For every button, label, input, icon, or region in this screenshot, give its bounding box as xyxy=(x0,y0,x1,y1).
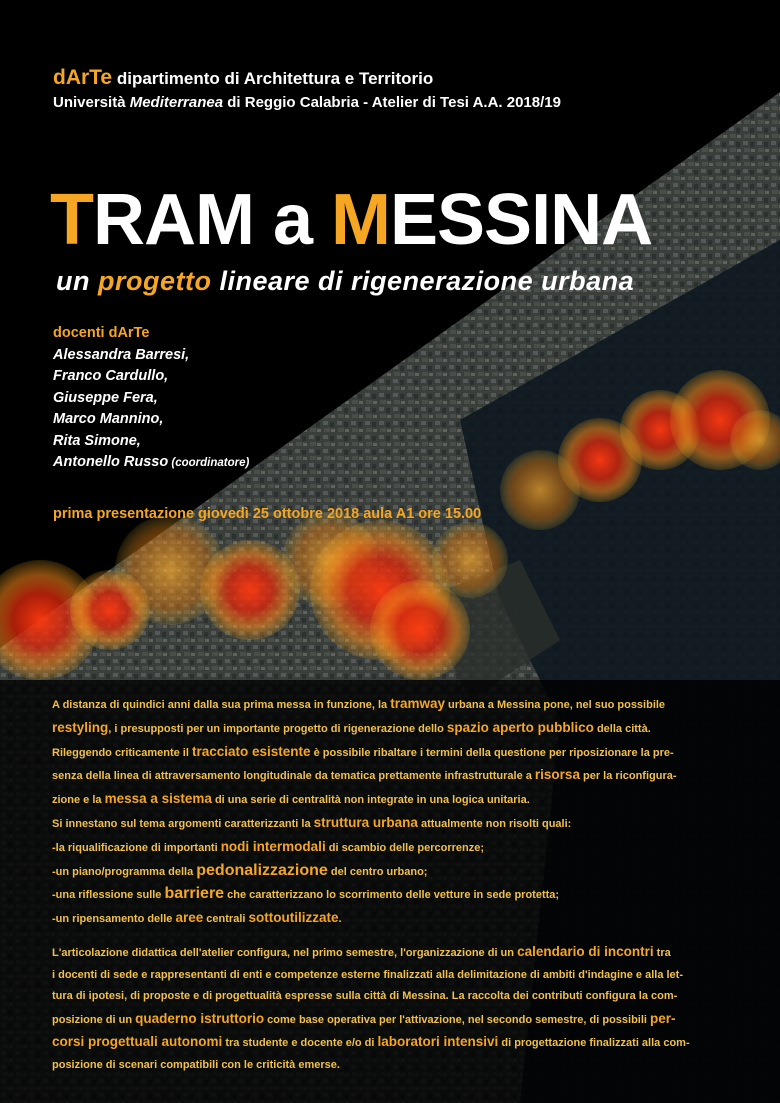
faculty-name: Rita Simone, xyxy=(53,432,141,449)
uni-post: di Reggio Calabria - Atelier di Tesi A.A. 2018/19 xyxy=(223,94,561,111)
paragraph-text: come base operativa per l'attivazione, nel secondo semestre, di possibili xyxy=(264,1013,651,1026)
dept-short: dArTe xyxy=(53,66,113,89)
faculty-name: Giuseppe Fera, xyxy=(53,389,158,406)
paragraph-text: tracciato esistente xyxy=(191,743,311,759)
paragraph-text: . xyxy=(338,913,342,926)
paragraph-text: corsi progettuali autonomi xyxy=(52,1034,223,1050)
paragraph-text: sottoutilizzate xyxy=(248,910,339,926)
paragraph-text: calendario di incontri xyxy=(517,944,654,959)
paragraph-text xyxy=(52,693,742,717)
sub-1: un xyxy=(56,266,98,296)
paragraph-text xyxy=(52,941,742,965)
paragraph-text: posizione di scenari compatibili con le criticità emerse. xyxy=(52,1058,340,1071)
paragraph-text: L'articolazione didattica dell'atelier configura, nel primo semestre, l'organizzazione di un xyxy=(52,947,518,959)
title-essina: ESSINA xyxy=(390,180,653,260)
paragraph-text: attualmente non risolti quali: xyxy=(417,817,572,830)
paragraph-text: di scambio delle percorrenze; xyxy=(325,841,485,854)
paragraph-text: nodi intermodali xyxy=(220,838,326,854)
coord-label: (coordinatore) xyxy=(168,457,250,469)
paragraph-text: centrali xyxy=(203,913,249,926)
uni-italic: Mediterranea xyxy=(129,94,224,111)
paragraph-text: per- xyxy=(650,1010,676,1026)
paragraph-text: A distanza di quindici anni dalla sua prima messa in funzione, la xyxy=(52,699,391,711)
title-m: M xyxy=(331,180,390,260)
paragraph-text: di una serie di centralità non integrate in una logica unitaria. xyxy=(211,794,530,807)
paragraph-text xyxy=(52,907,742,931)
sub-2: progetto xyxy=(98,266,212,296)
paragraph-1 xyxy=(52,693,742,931)
paragraph-text: barriere xyxy=(164,885,225,903)
sub-3: lineare di rigenerazione urbana xyxy=(211,266,635,296)
paragraph-text: Si innestano sul tema argomenti caratterizzanti la xyxy=(52,817,314,830)
paragraph-text: -la riqualificazione di importanti xyxy=(52,841,221,854)
university-line xyxy=(53,94,561,111)
paragraph-text: urbana a Messina pone, nel suo possibile xyxy=(445,699,666,711)
paragraph-text xyxy=(52,812,742,836)
dept-full: dipartimento di Architettura e Territorio xyxy=(116,69,434,88)
paragraph-text: -un piano/programma della xyxy=(52,865,197,878)
paragraph-text: risorsa xyxy=(534,767,580,783)
coord-name: Antonello Russo xyxy=(53,454,169,470)
faculty-name-coord xyxy=(53,452,249,475)
paragraph-text: tura di ipotesi, di proposte e di progettualità espresse sulla città di Messina. La raccolta dei contributi configura la com- xyxy=(52,990,678,1003)
paragraph-text: della città. xyxy=(593,722,651,735)
paragraph-text xyxy=(52,836,742,860)
paragraph-text: restyling xyxy=(52,719,109,735)
paragraph-text: struttura urbana xyxy=(313,814,418,830)
paragraph-text xyxy=(52,717,742,741)
paragraph-text xyxy=(52,1031,742,1055)
paragraph-text xyxy=(52,1008,742,1032)
paragraph-text xyxy=(52,764,742,788)
paragraph-text: -una riflessione sulle xyxy=(52,889,165,902)
faculty-list xyxy=(53,323,249,475)
department-line xyxy=(53,66,433,90)
page-subtitle xyxy=(56,266,634,297)
paragraph-text: è possibile ribaltare i termini della questione per riposizionare la pre- xyxy=(310,746,674,759)
paragraph-text: pedonalizzazione xyxy=(196,861,328,879)
paragraph-text: -un ripensamento delle xyxy=(52,913,176,926)
paragraph-text: che caratterizzano lo scorrimento delle vetture in sede protetta; xyxy=(224,889,560,902)
paragraph-text: , i presupposti per un importante progetto di rigenerazione dello xyxy=(108,722,447,735)
faculty-name: Alessandra Barresi, xyxy=(53,346,190,363)
paragraph-text: di progettazione finalizzati alla com- xyxy=(498,1037,690,1050)
title-ram: RAM a xyxy=(92,180,332,260)
paragraph-text: i docenti di sede e rappresentanti di enti e competenze esterne finalizzati alla delimitazione di ambiti d'indagine e alla let- xyxy=(52,968,683,981)
paragraph-text: quaderno istruttorio xyxy=(135,1010,265,1026)
presentation-date: prima presentazione giovedì 25 ottobre 2018 aula A1 ore 15.00 xyxy=(53,506,482,522)
paragraph-text: posizione di un xyxy=(52,1013,136,1026)
paragraph-text xyxy=(52,788,742,812)
paragraph-text: tra xyxy=(653,947,671,959)
title-t: T xyxy=(50,180,93,260)
paragraph-text: tra studente e docente e/o di xyxy=(222,1037,378,1050)
paragraph-text: Rileggendo criticamente il xyxy=(52,746,192,759)
paragraph-text: laboratori intensivi xyxy=(377,1034,499,1050)
paragraph-text: messa a sistema xyxy=(104,791,212,807)
paragraph-text: senza della linea di attraversamento longitudinale da tematica prettamente infrastrutturale a xyxy=(52,770,535,783)
paragraph-text: aree xyxy=(175,910,204,926)
uni-pre: Università xyxy=(53,94,130,111)
paragraph-text xyxy=(52,741,742,765)
paragraph-text: tramway xyxy=(390,696,445,711)
faculty-heading: docenti dArTe xyxy=(53,325,150,341)
page-title xyxy=(50,182,652,258)
faculty-name: Franco Cardullo, xyxy=(53,368,169,384)
paragraph-text xyxy=(52,860,742,884)
paragraph-text: spazio aperto pubblico xyxy=(446,719,594,735)
paragraph-text: per la riconfigura- xyxy=(579,770,677,783)
paragraph-text xyxy=(52,883,742,907)
paragraph-text: zione e la xyxy=(52,794,105,807)
paragraph-2 xyxy=(52,941,742,1077)
paragraph-text: del centro urbano; xyxy=(327,865,428,878)
faculty-name: Marco Mannino, xyxy=(53,411,164,427)
